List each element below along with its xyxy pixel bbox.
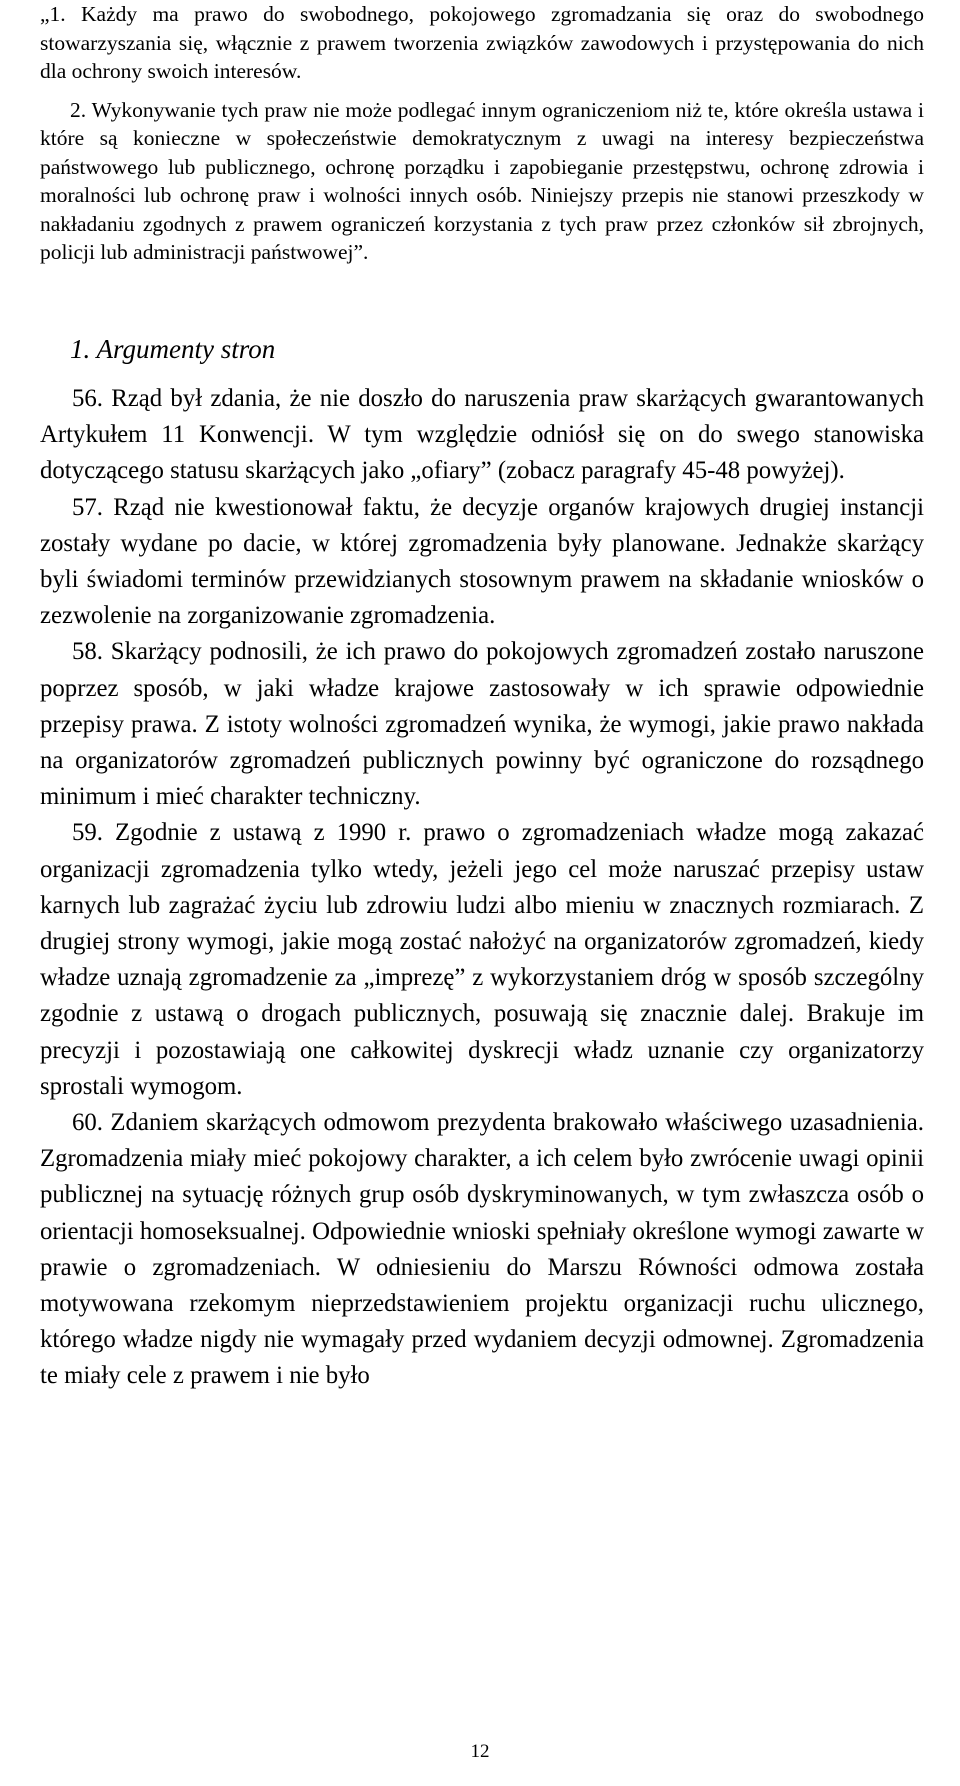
paragraph-59: 59. Zgodnie z ustawą z 1990 r. prawo o zgromadzeniach władze mogą zakazać organizacji zgromadzenia tylko wtedy, jeżeli jego cel może naruszać przepisy ustaw karnych lub zagrażać życiu lub zdrowiu ludzi albo mieniu w znacznych rozmiarach. Z drugiej strony wymogi, jakie mogą zostać nałożyć na organizatorów zgromadzeń, kiedy władze uznają zgromadzenie za „imprezę” z wykorzystaniem dróg w sposób szczególny zgodnie z ustawą o drogach publicznych, posuwają się znacznie dalej. Brakuje im precyzji i pozostawiają one całkowitej dyskrecji władz uznanie czy organizatorzy sprostali wymogom. [40,819,924,1100]
quote-paragraph-2: 2. Wykonywanie tych praw nie może podlegać innym ograniczeniom niż te, które określa ustawa i które są konieczne w społeczeństwie demokratycznym z uwagi na interesy bezpieczeństwa państwowego lub publicznego, ochronę porządku i zapobieganie przestępstwu, ochronę zdrowia i moralności lub ochronę praw i wolności innych osób. Niniejszy przepis nie stanowi przeszkody w nakładaniu zgodnych z prawem ograniczeń korzystania z tych praw przez członków sił zbrojnych, policji lub administracji państwowej”. [40,97,924,264]
paragraph-58: 58. Skarżący podnosili, że ich prawo do pokojowych zgromadzeń zostało naruszone poprzez sposób, w jaki władze krajowe zastosowały w ich sprawie odpowiednie przepisy prawa. Z istoty wolności zgromadzeń wynika, że wymogi, jakie prawo nakłada na organizatorów zgromadzeń publicznych powinny być ograniczone do rozsądnego minimum i mieć charakter techniczny. [40,638,924,811]
paragraph-60: 60. Zdaniem skarżących odmowom prezydenta brakowało właściwego uzasadnienia. Zgromadzenia miały mieć pokojowy charakter, a ich celem było zwrócenie uwagi opinii publicznej na sytuację różnych grup osób dyskryminowanych, w tym zwłaszcza osób o orientacji homoseksualnej. Odpowiednie wnioski spełniały określone wymogi zawarte w prawie o zgromadzeniach. W odniesieniu do Marszu Równości odmowa została motywowana rzekomym nieprzedstawieniem projektu organizacji ruchu ulicznego, którego władze nigdy nie wymagały przed wydaniem decyzji odmownej. Zgromadzenia te miały cele z prawem i nie było [40,1109,924,1390]
article-quote [40,0,924,267]
paragraph-56: 56. Rząd był zdania, że nie doszło do naruszenia praw skarżących gwarantowanych Artykułem 11 Konwencji. W tym względzie odniósł się on do swego stanowiska dotyczącego statusu skarżących jako „ofiary” (zobacz paragrafy 45-48 powyżej). [40,385,924,485]
page-number: 12 [470,1741,490,1762]
quote-paragraph-1: „1. Każdy ma prawo do swobodnego, pokojowego zgromadzania się oraz do swobodnego stowarzyszania się, włącznie z prawem tworzenia związków zawodowych i przystępowania do nich dla ochrony swoich interesów. [40,2,924,83]
paragraph-57: 57. Rząd nie kwestionował faktu, że decyzje organów krajowych drugiej instancji zostały wydane po dacie, w której zgromadzenia były planowane. Jednakże skarżący byli świadomi terminów przewidzianych stosownym prawem na składanie wniosków o zezwolenie na zorganizowanie zgromadzenia. [40,493,924,630]
section-heading: 1. Argumenty stron [70,334,276,364]
body-text [40,381,924,1395]
